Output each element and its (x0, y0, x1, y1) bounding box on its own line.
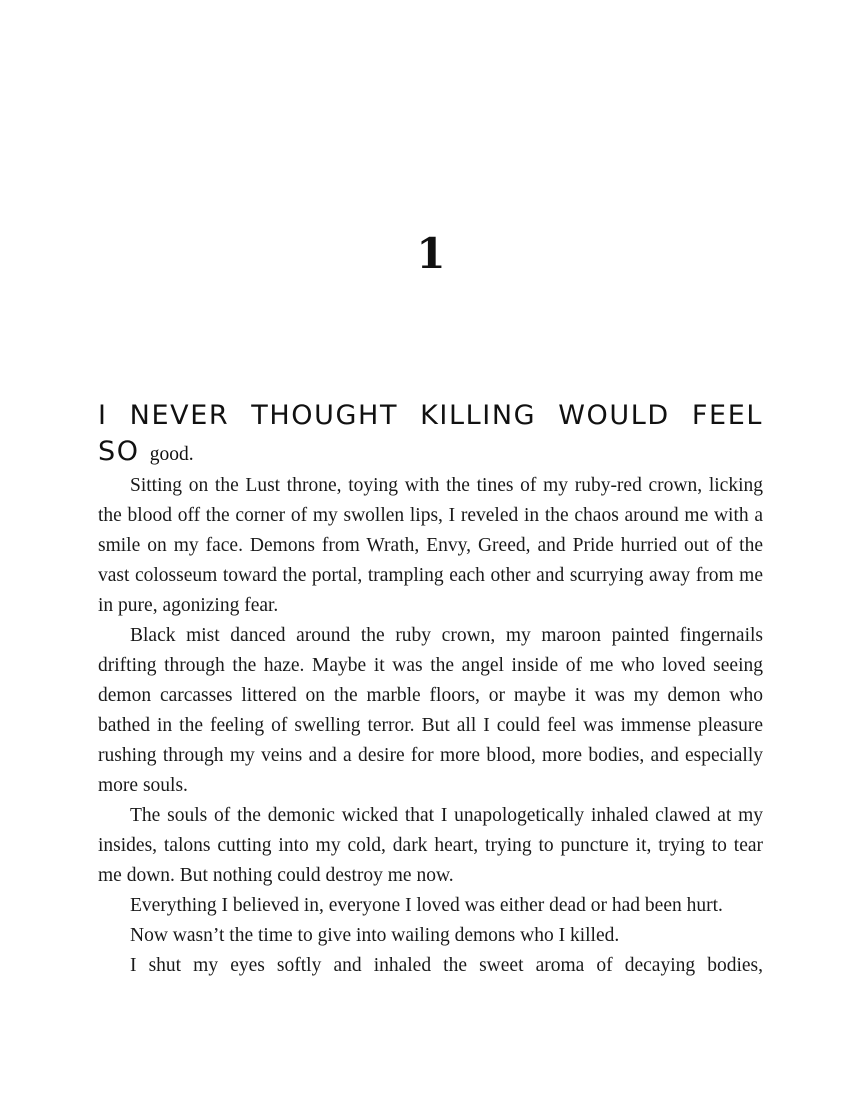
opening-line (98, 434, 763, 473)
paragraph-3: The souls of the demonic wicked that I unapologetically inhaled clawed at my insides, talons cutting into my cold, dark heart, trying to puncture it, trying to tear me down. But nothing could destroy me now. (98, 805, 763, 886)
opening-rest: good. (149, 444, 194, 465)
opening-caps-line: I NEVER THOUGHT KILLING WOULD FEEL (98, 400, 763, 431)
paragraph-2: Black mist danced around the ruby crown, my maroon painted fingernails drifting through the haze. Maybe it was the angel inside of me who loved seeing demon carcasses littered on the marble floors, or maybe it was my demon who bathed in the feeling of swelling terror. But all I could feel was immense pleasure rushing through my veins and a desire for more blood, more bodies, and especially more souls. (98, 625, 763, 796)
opening-caps-word: SO (98, 436, 140, 467)
chapter-number: 1 (416, 229, 446, 278)
paragraph-4: Everything I believed in, everyone I loved was either dead or had been hurt. (130, 895, 723, 916)
paragraph-1: Sitting on the Lust throne, toying with the tines of my ruby-red crown, licking the blood off the corner of my swollen lips, I reveled in the chaos around me with a smile on my face. Demons from Wrath, Envy, Greed, and Pride hurried out of the vast colosseum toward the portal, trampling each other and scurrying away from me in pure, agonizing fear. (98, 475, 763, 616)
chapter-body (98, 398, 763, 981)
paragraph-5: Now wasn’t the time to give into wailing demons who I killed. (130, 925, 620, 946)
paragraph-6: I shut my eyes softly and inhaled the sweet aroma of decaying bodies, (130, 955, 763, 976)
